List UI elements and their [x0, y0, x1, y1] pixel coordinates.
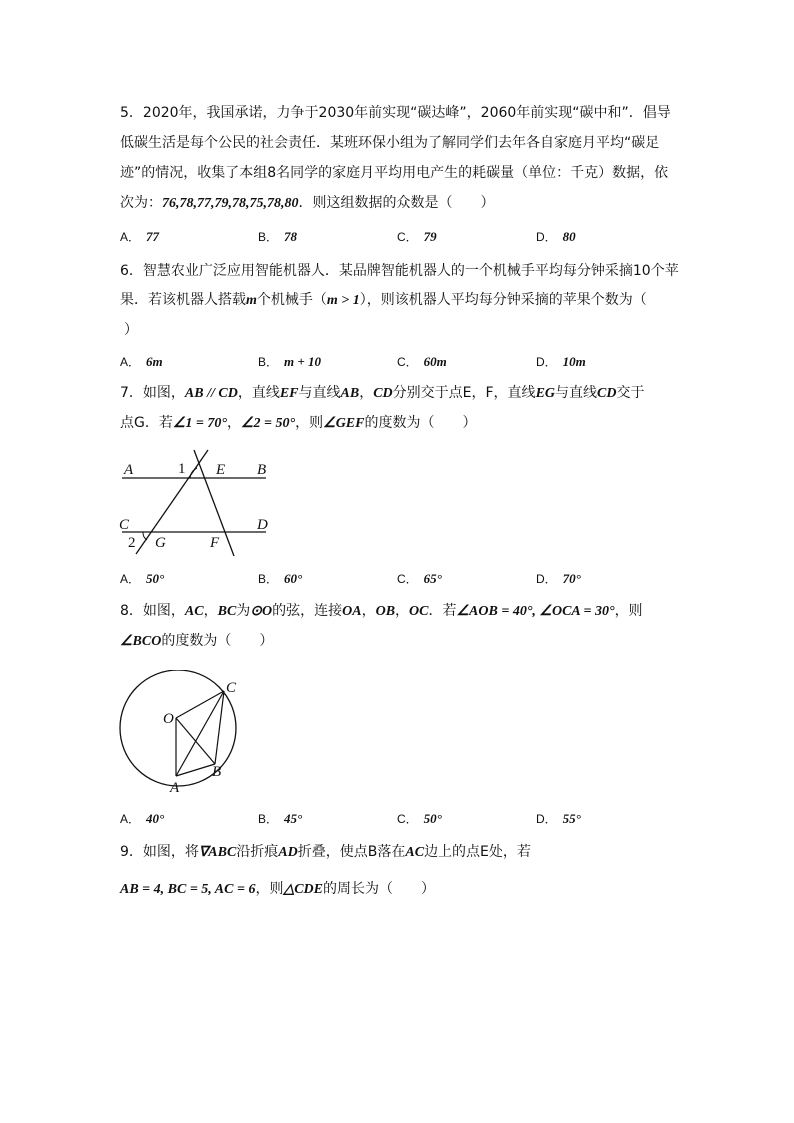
q8-choice-b[interactable]: [258, 810, 302, 829]
q6-text-line-2: [120, 291, 680, 310]
q8-text-line-2: [120, 632, 680, 651]
choice-label: A．: [120, 230, 141, 244]
q9-m3: AC: [405, 845, 425, 860]
choice-label: A．: [120, 812, 141, 826]
q8-choice-c[interactable]: [397, 810, 442, 829]
q8-choice-a[interactable]: [120, 810, 164, 829]
q7-m7: ∠1 = 70°: [172, 416, 227, 431]
choice-value: 80: [562, 229, 576, 244]
q7-t11: 的度数为（ ）: [364, 415, 477, 431]
q9-t2: 沿折痕: [236, 844, 279, 860]
q9-t1: 9．如图，将: [120, 844, 199, 860]
choice-value: 70°: [562, 571, 581, 586]
q7-choice-d[interactable]: [536, 570, 581, 589]
label-d: D: [257, 517, 268, 533]
q5-text-line-3: 迹”的情况，收集了本组8名同学的家庭月平均用电产生的耗碳量（单位：千克）数据，依: [120, 165, 669, 181]
q7-m2: EF: [279, 386, 299, 401]
q7-m9: ∠GEF: [323, 416, 365, 431]
line-eg: [136, 450, 208, 554]
q8-t3: 为: [236, 603, 251, 619]
q7-text-line-1: [120, 384, 680, 403]
label-a: A: [170, 780, 180, 796]
label-o: O: [163, 711, 174, 727]
choice-value: 55°: [562, 811, 581, 826]
q6-part-c: ），则该机器人平均每分钟采摘的苹果个数为（: [359, 292, 647, 308]
q9-m5: △CDE: [283, 882, 324, 897]
choice-label: D．: [536, 572, 557, 586]
q6-choice-b[interactable]: [258, 353, 321, 372]
choice-label: B．: [258, 230, 279, 244]
choice-value: 10m: [562, 354, 586, 369]
q7-t5: 分别交于点E，F，直线: [392, 385, 536, 401]
choice-label: B．: [258, 355, 279, 369]
q9-t4: 边上的点E处，若: [424, 844, 531, 860]
q7-parallel-lines-figure: [110, 448, 280, 564]
q8-t9: 的度数为（ ）: [161, 633, 274, 649]
q9-t3: 折叠，使点B落在: [297, 844, 406, 860]
q7-t1: 7．如图，: [120, 385, 185, 401]
q7-t6: 与直线: [555, 385, 598, 401]
q8-m6: OC: [409, 604, 429, 619]
q6-choice-c[interactable]: [397, 353, 447, 372]
q8-t1: 8．如图，: [120, 603, 185, 619]
q7-m6: CD: [597, 386, 617, 401]
q5-prefix: 次为：: [120, 195, 162, 211]
choice-label: D．: [536, 812, 557, 826]
q9-m1: ∇ABC: [198, 845, 237, 860]
q8-t8: ，则: [614, 603, 643, 619]
choice-value: 77: [146, 229, 160, 244]
q7-choice-c[interactable]: [397, 570, 442, 589]
q5-text-line-4: [120, 194, 680, 213]
q6-part-a: 果．若该机器人搭载: [120, 292, 246, 308]
label-angle-1: 1: [178, 461, 186, 477]
q8-t4: 的弦，连接: [272, 603, 343, 619]
q5-data-list: 76,78,77,79,78,75,78,80: [162, 196, 299, 211]
choice-label: B．: [258, 812, 279, 826]
q9-t5: ，则: [255, 881, 284, 897]
q8-m4: OA: [342, 604, 362, 619]
q7-choice-b[interactable]: [258, 570, 302, 589]
choice-label: C．: [397, 230, 418, 244]
label-angle-2: 2: [128, 535, 136, 551]
q7-t9: ，: [227, 415, 241, 431]
q8-t2: ，: [203, 603, 218, 619]
q9-text-line-1: [120, 843, 680, 862]
q8-m3: ⊙O: [250, 604, 273, 619]
q5-choice-c[interactable]: [397, 228, 437, 247]
q7-t3: 与直线: [298, 385, 341, 401]
q8-t6: ，: [395, 603, 410, 619]
q9-m4: AB = 4, BC = 5, AC = 6: [120, 882, 256, 897]
q7-m1: AB // CD: [184, 386, 238, 401]
choice-label: C．: [397, 355, 418, 369]
q9-text-line-2: [120, 880, 680, 899]
q9-m2: AD: [278, 845, 298, 860]
choice-label: B．: [258, 572, 279, 586]
choice-value: 45°: [284, 811, 303, 826]
q6-text-line-1: 6．智慧农业广泛应用智能机器人．某品牌智能机器人的一个机械手平均每分钟采摘10个苹: [120, 263, 679, 279]
q7-m3: AB: [340, 386, 360, 401]
label-b: B: [257, 462, 267, 478]
label-e: E: [216, 462, 226, 478]
q7-t4: ，: [359, 385, 374, 401]
q7-m5: EG: [535, 386, 556, 401]
q6-choice-a[interactable]: [120, 353, 163, 372]
q6-choice-d[interactable]: [536, 353, 586, 372]
angle-1-arc: [190, 468, 197, 478]
choice-value: 65°: [423, 571, 442, 586]
choice-label: D．: [536, 355, 557, 369]
q6-text-line-3: ）: [124, 322, 138, 338]
choice-label: C．: [397, 572, 418, 586]
q5-choice-a[interactable]: [120, 228, 159, 247]
choice-value: 6m: [146, 354, 163, 369]
choice-value: 50°: [146, 571, 165, 586]
choice-label: A．: [120, 355, 141, 369]
q7-t2: ，直线: [237, 385, 280, 401]
choice-label: C．: [397, 812, 418, 826]
label-b: B: [212, 764, 222, 780]
q8-m8: ∠BCO: [120, 634, 162, 649]
choice-value: m + 10: [284, 354, 322, 369]
q8-m2: BC: [217, 604, 237, 619]
q7-t8: 点G．若: [120, 415, 173, 431]
q9-t6: 的周长为（ ）: [323, 881, 436, 897]
q6-condition: m > 1: [326, 293, 360, 308]
q5-text-line-2: 低碳生活是每个公民的社会责任．某班环保小组为了解同学们去年各自家庭月平均“碳足: [120, 135, 660, 151]
choice-value: 40°: [146, 811, 165, 826]
q7-m4: CD: [373, 386, 393, 401]
q6-part-b: 个机械手（: [256, 292, 327, 308]
q8-m7: ∠AOB = 40°, ∠OCA = 30°: [456, 604, 615, 619]
q8-text-line-1: [120, 602, 680, 621]
choice-label: D．: [536, 230, 557, 244]
choice-value: 60m: [423, 354, 447, 369]
q7-m8: ∠2 = 50°: [241, 416, 296, 431]
q8-m5: OB: [375, 604, 396, 619]
choice-value: 78: [284, 229, 298, 244]
q8-t7: ．若: [428, 603, 457, 619]
q5-choice-d[interactable]: [536, 228, 576, 247]
q7-choice-a[interactable]: [120, 570, 164, 589]
q5-choice-b[interactable]: [258, 228, 297, 247]
q5-question: ．则这组数据的众数是（ ）: [298, 195, 495, 211]
label-a: A: [124, 462, 134, 478]
q7-t10: ，则: [295, 415, 324, 431]
q7-t7: 交于: [616, 385, 645, 401]
label-c: C: [119, 517, 130, 533]
choice-value: 60°: [284, 571, 303, 586]
q8-choice-d[interactable]: [536, 810, 581, 829]
q8-circle-figure: [112, 670, 252, 798]
label-f: F: [210, 535, 220, 551]
choice-label: A．: [120, 572, 141, 586]
chord-bc: [215, 691, 224, 764]
label-g: G: [155, 535, 166, 551]
choice-value: 79: [423, 229, 437, 244]
q5-text-line-1: 5．2020年，我国承诺，力争于2030年前实现“碳达峰”，2060年前实现“碳中和”．倡导: [120, 105, 671, 121]
label-c: C: [226, 680, 237, 696]
q8-t5: ，: [361, 603, 376, 619]
q8-m1: AC: [184, 604, 204, 619]
choice-value: 50°: [423, 811, 442, 826]
q7-text-line-2: [120, 414, 680, 433]
q6-var-m: m: [246, 293, 257, 308]
